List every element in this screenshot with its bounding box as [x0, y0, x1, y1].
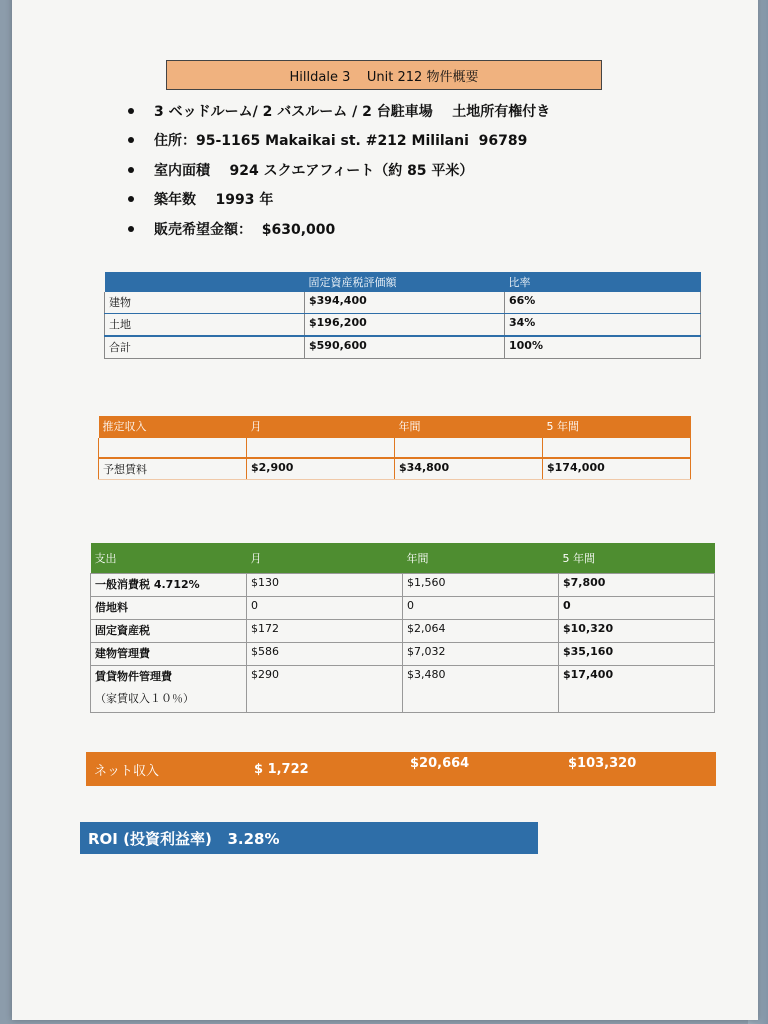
- table-row: [99, 438, 691, 458]
- table-header-row: [91, 543, 715, 574]
- table-row: [91, 620, 715, 643]
- header-cell: 5 年間: [559, 543, 715, 574]
- table-cell: $34,800: [395, 458, 543, 480]
- bullet-text: 室内面積 924 スクエアフィート（約 85 平米）: [154, 162, 474, 179]
- table-cell: $17,400: [559, 666, 715, 713]
- header-cell: 支出: [91, 543, 247, 574]
- table-cell: $586: [247, 643, 403, 666]
- header-cell: 5 年間: [543, 416, 691, 438]
- row-label-text: 賃貸物件管理費: [95, 670, 172, 683]
- net-income-bar: [86, 752, 716, 786]
- bullet-text: 販売希望金額： $630,000: [154, 221, 336, 238]
- row-label: 一般消費税 4.712%: [91, 574, 247, 597]
- table-cell: [395, 438, 543, 458]
- bullet-text: 3 ベッドルーム/ 2 バスルーム / 2 台駐車場 土地所有権付き: [154, 103, 551, 120]
- row-label: [91, 666, 247, 713]
- table-cell: 66%: [505, 292, 701, 314]
- header-cell: [105, 272, 305, 292]
- table-cell: $7,800: [559, 574, 715, 597]
- row-label: 建物管理費: [91, 643, 247, 666]
- bullet-icon: [128, 196, 134, 202]
- bullet-icon: [128, 137, 134, 143]
- table-cell: $2,900: [247, 458, 395, 480]
- list-item: [128, 185, 550, 215]
- header-cell: 比率: [505, 272, 701, 292]
- table-header-row: [99, 416, 691, 438]
- list-item: [128, 155, 550, 185]
- net-income-label: ネット収入: [94, 764, 160, 779]
- table-cell: 0: [247, 597, 403, 620]
- bullet-icon: [128, 226, 134, 232]
- roi-bar: ROI (投資利益率) 3.28%: [80, 822, 538, 854]
- table-cell: 0: [403, 597, 559, 620]
- table-cell: [543, 438, 691, 458]
- row-note: （家賃収入１０％）: [95, 692, 194, 705]
- table-cell: $3,480: [403, 666, 559, 713]
- table-cell: $172: [247, 620, 403, 643]
- table-row: [105, 292, 701, 314]
- table-cell: 0: [559, 597, 715, 620]
- table-cell: $130: [247, 574, 403, 597]
- net-income-annual: $20,664: [410, 756, 470, 771]
- row-label: 固定資産税: [91, 620, 247, 643]
- table-cell: $394,400: [305, 292, 505, 314]
- bullet-text: 住所：95-1165 Makaikai st. #212 Mililani 96789: [154, 133, 528, 150]
- table-row: [91, 666, 715, 713]
- row-label: 借地料: [91, 597, 247, 620]
- net-income-monthly: $ 1,722: [254, 762, 309, 777]
- list-item: [128, 126, 550, 156]
- header-cell: 月: [247, 416, 395, 438]
- row-label: 建物: [105, 292, 305, 314]
- expenses-table: [90, 543, 715, 713]
- table-cell: $35,160: [559, 643, 715, 666]
- table-cell: $174,000: [543, 458, 691, 480]
- table-cell: $1,560: [403, 574, 559, 597]
- table-cell: $590,600: [305, 336, 505, 359]
- row-label: 予想賃料: [99, 458, 247, 480]
- table-total-row: [105, 336, 701, 359]
- net-income-five-year: $103,320: [568, 756, 637, 771]
- table-cell: $2,064: [403, 620, 559, 643]
- row-label: 土地: [105, 314, 305, 337]
- table-cell: [99, 438, 247, 458]
- header-cell: 推定収入: [99, 416, 247, 438]
- table-row: [99, 458, 691, 480]
- row-label: 合計: [105, 336, 305, 359]
- property-summary-list: [128, 96, 550, 244]
- table-cell: $290: [247, 666, 403, 713]
- header-cell: 固定資産税評価額: [305, 272, 505, 292]
- bullet-text: 築年数 1993 年: [154, 192, 274, 209]
- table-row: [91, 574, 715, 597]
- header-cell: 年間: [403, 543, 559, 574]
- bullet-icon: [128, 108, 134, 114]
- income-table: [98, 416, 691, 480]
- table-cell: $7,032: [403, 643, 559, 666]
- list-item: [128, 96, 550, 126]
- table-row: [91, 643, 715, 666]
- document-title: Hilldale 3 Unit 212 物件概要: [166, 60, 602, 90]
- bullet-icon: [128, 167, 134, 173]
- table-cell: $196,200: [305, 314, 505, 337]
- table-cell: 100%: [505, 336, 701, 359]
- table-cell: $10,320: [559, 620, 715, 643]
- table-header-row: [105, 272, 701, 292]
- table-cell: [247, 438, 395, 458]
- header-cell: 月: [247, 543, 403, 574]
- list-item: [128, 214, 550, 244]
- table-row: [91, 597, 715, 620]
- table-cell: 34%: [505, 314, 701, 337]
- assessment-table: [104, 272, 701, 359]
- table-row: [105, 314, 701, 337]
- header-cell: 年間: [395, 416, 543, 438]
